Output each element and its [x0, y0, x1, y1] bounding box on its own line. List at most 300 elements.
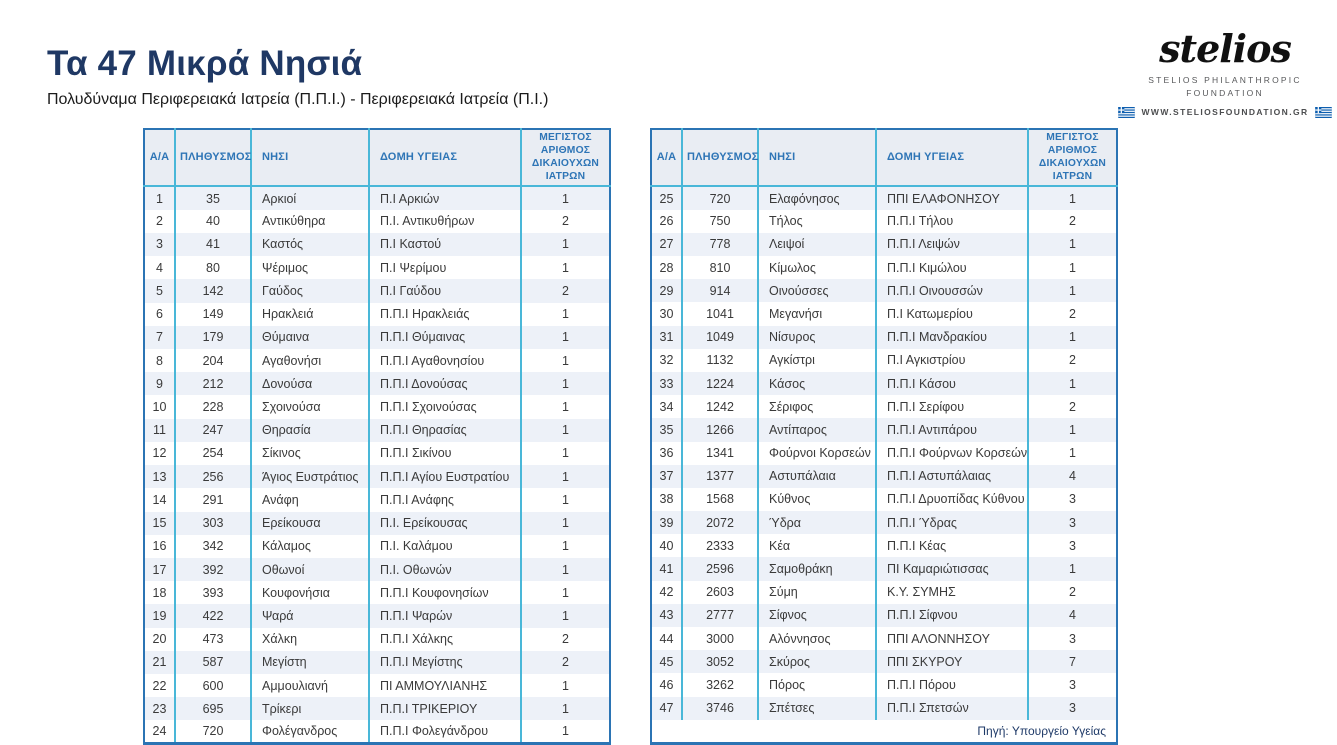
cell-aa: 33	[659, 376, 674, 391]
cell-aa: 43	[659, 608, 674, 623]
cell-population: 3000	[682, 627, 758, 650]
cell-max-doctors: 1	[1028, 557, 1117, 580]
cell-island: Χάλκη	[251, 628, 369, 651]
cell-aa: 25	[659, 191, 674, 206]
cell-population: 179	[175, 326, 251, 349]
cell-population: 254	[175, 442, 251, 465]
cell-aa: 9	[156, 376, 163, 391]
cell-aa: 12	[152, 446, 167, 461]
cell-island: Μεγίστη	[251, 651, 369, 674]
cell-max-doctors: 7	[1028, 650, 1117, 673]
header-cell-health-facility: ΔΟΜΗ ΥΓΕΙΑΣ	[876, 129, 1028, 186]
cell-population: 3746	[682, 697, 758, 720]
cell-health-facility: Π.Π.Ι Χάλκης	[369, 628, 521, 651]
cell-health-facility: Π.Ι Ψερίμου	[369, 256, 521, 279]
cell-population: 212	[175, 372, 251, 395]
cell-population: 1224	[682, 372, 758, 395]
cell-population: 695	[175, 697, 251, 720]
table-row	[651, 581, 1117, 604]
cell-aa: 3	[156, 237, 163, 252]
cell-aa: 4	[156, 260, 163, 275]
cell-max-doctors: 1	[1028, 418, 1117, 441]
table-row	[144, 279, 610, 302]
cell-population: 35	[175, 186, 251, 209]
table-row	[651, 511, 1117, 534]
cell-population: 2596	[682, 557, 758, 580]
table-row	[651, 534, 1117, 557]
cell-island: Κίμωλος	[758, 256, 876, 279]
cell-health-facility: Π.Π.Ι Σερίφου	[876, 395, 1028, 418]
cell-island: Τήλος	[758, 210, 876, 233]
cell-health-facility: Π.Ι. Καλάμου	[369, 535, 521, 558]
table-row	[144, 233, 610, 256]
table-row	[651, 326, 1117, 349]
cell-population: 256	[175, 465, 251, 488]
cell-island: Νίσυρος	[758, 326, 876, 349]
cell-population: 342	[175, 535, 251, 558]
greek-flag-icon	[1118, 107, 1135, 118]
cell-aa: 21	[152, 655, 167, 670]
cell-max-doctors: 1	[521, 372, 610, 395]
cell-max-doctors: 2	[1028, 349, 1117, 372]
cell-max-doctors: 2	[1028, 302, 1117, 325]
cell-aa: 34	[659, 399, 674, 414]
table-row	[144, 628, 610, 651]
cell-island: Ελαφόνησος	[758, 186, 876, 209]
cell-island: Φολέγανδρος	[251, 720, 369, 743]
cell-aa: 45	[659, 654, 674, 669]
cell-island: Ηρακλειά	[251, 303, 369, 326]
cell-health-facility: Π.Π.Ι Κέας	[876, 534, 1028, 557]
table-row	[144, 465, 610, 488]
header-cell-aa: Α/Α	[651, 129, 682, 186]
cell-population: 392	[175, 558, 251, 581]
table-row	[144, 372, 610, 395]
cell-aa: 27	[659, 237, 674, 252]
cell-health-facility: Π.Π.Ι Σικίνου	[369, 442, 521, 465]
cell-population: 720	[175, 720, 251, 743]
cell-aa: 14	[152, 492, 167, 507]
cell-max-doctors: 2	[521, 279, 610, 302]
cell-aa: 11	[153, 423, 166, 438]
cell-island: Σέριφος	[758, 395, 876, 418]
cell-health-facility: Π.Π.Ι Δρυοπίδας Κύθνου	[876, 488, 1028, 511]
cell-population: 1341	[682, 442, 758, 465]
cell-population: 1266	[682, 418, 758, 441]
cell-health-facility: ΠΙ Καμαριώτισσας	[876, 557, 1028, 580]
stelios-logo	[1125, 26, 1325, 118]
cell-aa: 47	[659, 701, 674, 716]
islands-table-right	[650, 128, 1118, 745]
cell-island: Ερείκουσα	[251, 512, 369, 535]
header-cell-island: ΝΗΣΙ	[251, 129, 369, 186]
cell-health-facility: Π.Π.Ι Θύμαινας	[369, 326, 521, 349]
table-row	[651, 465, 1117, 488]
cell-max-doctors: 3	[1028, 488, 1117, 511]
cell-population: 1377	[682, 465, 758, 488]
cell-health-facility: Π.Π.Ι Σπετσών	[876, 697, 1028, 720]
cell-population: 149	[175, 303, 251, 326]
cell-health-facility: Π.Π.Ι Ψαρών	[369, 604, 521, 627]
cell-max-doctors: 1	[521, 303, 610, 326]
cell-health-facility: Π.Ι Κατωμερίου	[876, 302, 1028, 325]
cell-max-doctors: 3	[1028, 673, 1117, 696]
cell-population: 393	[175, 581, 251, 604]
stelios-wordmark: stelios	[1159, 26, 1291, 71]
cell-island: Αντίπαρος	[758, 418, 876, 441]
cell-island: Κάλαμος	[251, 535, 369, 558]
cell-max-doctors: 3	[1028, 511, 1117, 534]
table-row	[144, 535, 610, 558]
cell-max-doctors: 1	[521, 697, 610, 720]
cell-health-facility: Κ.Υ. ΣΥΜΗΣ	[876, 581, 1028, 604]
header-cell-max-doctors: ΜΕΓΙΣΤΟΣ ΑΡΙΘΜΟΣ ΔΙΚΑΙΟΥΧΩΝ ΙΑΤΡΩΝ	[1028, 129, 1117, 186]
cell-island: Σύμη	[758, 581, 876, 604]
cell-aa: 16	[152, 539, 167, 554]
cell-health-facility: Π.Π.Ι Ηρακλειάς	[369, 303, 521, 326]
cell-aa: 29	[659, 283, 674, 298]
cell-population: 810	[682, 256, 758, 279]
source-row	[651, 720, 1117, 744]
cell-health-facility: Π.Π.Ι Μανδρακίου	[876, 326, 1028, 349]
cell-island: Αγαθονήσι	[251, 349, 369, 372]
cell-max-doctors: 1	[521, 558, 610, 581]
cell-population: 1041	[682, 302, 758, 325]
cell-health-facility: Π.Π.Ι Μεγίστης	[369, 651, 521, 674]
cell-max-doctors: 2	[1028, 395, 1117, 418]
cell-health-facility: Π.Π.Ι Αστυπάλαιας	[876, 465, 1028, 488]
cell-aa: 35	[659, 422, 674, 437]
cell-health-facility: Π.Π.Ι Λειψών	[876, 233, 1028, 256]
cell-aa: 15	[152, 516, 167, 531]
cell-max-doctors: 1	[1028, 256, 1117, 279]
cell-aa: 26	[659, 214, 674, 229]
cell-max-doctors: 1	[521, 604, 610, 627]
cell-health-facility: Π.Ι Αγκιστρίου	[876, 349, 1028, 372]
header-cell-max-doctors: ΜΕΓΙΣΤΟΣ ΑΡΙΘΜΟΣ ΔΙΚΑΙΟΥΧΩΝ ΙΑΤΡΩΝ	[521, 129, 610, 186]
cell-max-doctors: 3	[1028, 697, 1117, 720]
cell-island: Σπέτσες	[758, 697, 876, 720]
cell-population: 247	[175, 419, 251, 442]
cell-aa: 1	[156, 191, 163, 206]
table-row	[144, 419, 610, 442]
cell-population: 80	[175, 256, 251, 279]
cell-aa: 22	[152, 678, 167, 693]
cell-island: Αμμουλιανή	[251, 674, 369, 697]
cell-health-facility: Π.Π.Ι Φολεγάνδρου	[369, 720, 521, 743]
cell-population: 750	[682, 210, 758, 233]
cell-health-facility: Π.Π.Ι Αγαθονησίου	[369, 349, 521, 372]
cell-health-facility: Π.Π.Ι Δονούσας	[369, 372, 521, 395]
cell-aa: 31	[659, 330, 674, 345]
cell-max-doctors: 1	[521, 535, 610, 558]
table-row	[651, 627, 1117, 650]
cell-island: Αγκίστρι	[758, 349, 876, 372]
cell-max-doctors: 1	[1028, 233, 1117, 256]
table-row	[144, 558, 610, 581]
cell-max-doctors: 2	[521, 210, 610, 233]
cell-population: 2072	[682, 511, 758, 534]
table-row	[651, 186, 1117, 209]
table-row	[651, 395, 1117, 418]
cell-island: Αρκιοί	[251, 186, 369, 209]
cell-aa: 38	[659, 492, 674, 507]
logo-org-line2: FOUNDATION	[1186, 87, 1264, 98]
cell-aa: 37	[659, 469, 674, 484]
table-row	[651, 488, 1117, 511]
table-header-row	[144, 129, 610, 186]
table-row	[144, 395, 610, 418]
cell-island: Σίφνος	[758, 604, 876, 627]
cell-max-doctors: 1	[521, 442, 610, 465]
cell-population: 914	[682, 279, 758, 302]
logo-org-name	[1125, 74, 1325, 100]
cell-island: Κουφονήσια	[251, 581, 369, 604]
cell-island: Τρίκερι	[251, 697, 369, 720]
cell-population: 1049	[682, 326, 758, 349]
cell-max-doctors: 2	[521, 651, 610, 674]
logo-site-row	[1125, 107, 1325, 118]
logo-website: WWW.STELIOSFOUNDATION.GR	[1141, 107, 1309, 117]
cell-island: Ψαρά	[251, 604, 369, 627]
cell-health-facility: Π.Π.Ι Κιμώλου	[876, 256, 1028, 279]
table-row	[651, 442, 1117, 465]
cell-island: Ύδρα	[758, 511, 876, 534]
cell-max-doctors: 1	[1028, 186, 1117, 209]
cell-population: 291	[175, 488, 251, 511]
cell-island: Κύθνος	[758, 488, 876, 511]
cell-health-facility: ΠΙ ΑΜΜΟΥΛΙΑΝΗΣ	[369, 674, 521, 697]
cell-max-doctors: 1	[521, 186, 610, 209]
table-row	[144, 674, 610, 697]
table-row	[144, 581, 610, 604]
cell-island: Άγιος Ευστράτιος	[251, 465, 369, 488]
table-row	[651, 418, 1117, 441]
cell-island: Λειψοί	[758, 233, 876, 256]
cell-health-facility: Π.Π.Ι Αντιπάρου	[876, 418, 1028, 441]
cell-island: Γαύδος	[251, 279, 369, 302]
cell-max-doctors: 1	[521, 512, 610, 535]
cell-island: Σχοινούσα	[251, 395, 369, 418]
cell-island: Οθωνοί	[251, 558, 369, 581]
cell-population: 2777	[682, 604, 758, 627]
cell-health-facility: Π.Ι Αρκιών	[369, 186, 521, 209]
table-row	[144, 604, 610, 627]
cell-population: 3052	[682, 650, 758, 673]
cell-island: Σκύρος	[758, 650, 876, 673]
cell-population: 778	[682, 233, 758, 256]
cell-island: Ανάφη	[251, 488, 369, 511]
table-row	[651, 650, 1117, 673]
cell-population: 228	[175, 395, 251, 418]
cell-aa: 13	[152, 469, 167, 484]
table-row	[651, 604, 1117, 627]
cell-island: Κάσος	[758, 372, 876, 395]
cell-island: Αστυπάλαια	[758, 465, 876, 488]
cell-aa: 17	[152, 562, 167, 577]
cell-population: 41	[175, 233, 251, 256]
table-row	[651, 349, 1117, 372]
cell-aa: 32	[659, 353, 674, 368]
cell-health-facility: Π.Π.Ι Ανάφης	[369, 488, 521, 511]
cell-island: Πόρος	[758, 673, 876, 696]
table-row	[144, 256, 610, 279]
cell-max-doctors: 3	[1028, 534, 1117, 557]
cell-max-doctors: 4	[1028, 465, 1117, 488]
cell-population: 40	[175, 210, 251, 233]
table-header-row	[651, 129, 1117, 186]
table-row	[651, 697, 1117, 720]
cell-max-doctors: 1	[521, 720, 610, 743]
table-row	[651, 256, 1117, 279]
cell-health-facility: Π.Π.Ι Ύδρας	[876, 511, 1028, 534]
cell-health-facility: Π.Π.Ι Πόρου	[876, 673, 1028, 696]
cell-population: 422	[175, 604, 251, 627]
cell-aa: 20	[152, 632, 167, 647]
islands-table-left	[143, 128, 611, 745]
cell-island: Σαμοθράκη	[758, 557, 876, 580]
cell-population: 1242	[682, 395, 758, 418]
cell-max-doctors: 1	[521, 581, 610, 604]
table-row	[651, 557, 1117, 580]
cell-aa: 28	[659, 260, 674, 275]
cell-aa: 40	[659, 538, 674, 553]
table-row	[651, 372, 1117, 395]
cell-aa: 36	[659, 446, 674, 461]
cell-health-facility: ΠΠΙ ΣΚΥΡΟΥ	[876, 650, 1028, 673]
cell-island: Οινούσσες	[758, 279, 876, 302]
heading-block	[47, 44, 548, 109]
cell-aa: 18	[152, 585, 167, 600]
header-cell-population: ΠΛΗΘΥΣΜΟΣ	[175, 129, 251, 186]
cell-aa: 41	[659, 562, 674, 577]
cell-max-doctors: 4	[1028, 604, 1117, 627]
table-row	[144, 326, 610, 349]
cell-aa: 24	[152, 724, 167, 739]
cell-max-doctors: 1	[1028, 326, 1117, 349]
header-cell-island: ΝΗΣΙ	[758, 129, 876, 186]
cell-population: 600	[175, 674, 251, 697]
cell-island: Αλόννησος	[758, 627, 876, 650]
cell-aa: 5	[156, 283, 163, 298]
cell-max-doctors: 2	[1028, 210, 1117, 233]
cell-island: Αντικύθηρα	[251, 210, 369, 233]
cell-aa: 7	[156, 330, 163, 345]
cell-health-facility: Π.Π.Ι Κουφονησίων	[369, 581, 521, 604]
table-row	[651, 210, 1117, 233]
cell-max-doctors: 1	[1028, 372, 1117, 395]
cell-aa: 10	[152, 400, 167, 415]
table-row	[651, 673, 1117, 696]
cell-max-doctors: 1	[1028, 442, 1117, 465]
cell-health-facility: Π.Π.Ι Οινουσσών	[876, 279, 1028, 302]
cell-max-doctors: 3	[1028, 627, 1117, 650]
table-row	[144, 210, 610, 233]
cell-island: Δονούσα	[251, 372, 369, 395]
cell-max-doctors: 1	[521, 256, 610, 279]
table-row	[144, 512, 610, 535]
cell-island: Καστός	[251, 233, 369, 256]
table-row	[144, 303, 610, 326]
cell-population: 1132	[682, 349, 758, 372]
page-subtitle: Πολυδύναμα Περιφερειακά Ιατρεία (Π.Π.Ι.) - Περιφερειακά Ιατρεία (Π.Ι.)	[47, 91, 549, 108]
cell-aa: 2	[156, 214, 163, 229]
table-row	[144, 697, 610, 720]
cell-aa: 30	[659, 306, 674, 321]
cell-max-doctors: 1	[521, 419, 610, 442]
table-row	[144, 720, 610, 743]
tables-container	[143, 128, 1118, 745]
cell-island: Θηρασία	[251, 419, 369, 442]
cell-island: Θύμαινα	[251, 326, 369, 349]
cell-island: Ψέριμος	[251, 256, 369, 279]
cell-health-facility: Π.Ι. Ερείκουσας	[369, 512, 521, 535]
cell-population: 720	[682, 186, 758, 209]
cell-health-facility: Π.Π.Ι Σίφνου	[876, 604, 1028, 627]
cell-aa: 44	[659, 631, 674, 646]
source-note: Πηγή: Υπουργείο Υγείας	[651, 720, 1117, 744]
cell-health-facility: Π.Π.Ι Σχοινούσας	[369, 395, 521, 418]
cell-health-facility: Π.Ι. Οθωνών	[369, 558, 521, 581]
cell-health-facility: Π.Π.Ι Αγίου Ευστρατίου	[369, 465, 521, 488]
table-row	[651, 279, 1117, 302]
table-row	[144, 651, 610, 674]
cell-population: 2333	[682, 534, 758, 557]
cell-max-doctors: 1	[521, 233, 610, 256]
cell-aa: 46	[659, 677, 674, 692]
greek-flag-icon	[1315, 107, 1332, 118]
cell-population: 473	[175, 628, 251, 651]
cell-population: 142	[175, 279, 251, 302]
header-cell-aa: Α/Α	[144, 129, 175, 186]
cell-island: Σίκινος	[251, 442, 369, 465]
cell-max-doctors: 1	[521, 326, 610, 349]
cell-aa: 8	[156, 353, 163, 368]
cell-max-doctors: 1	[1028, 279, 1117, 302]
cell-health-facility: Π.Π.Ι ΤΡΙΚΕΡΙΟΥ	[369, 697, 521, 720]
cell-population: 3262	[682, 673, 758, 696]
header-cell-health-facility: ΔΟΜΗ ΥΓΕΙΑΣ	[369, 129, 521, 186]
cell-health-facility: Π.Π.Ι Κάσου	[876, 372, 1028, 395]
table-row	[144, 488, 610, 511]
cell-health-facility: Π.Π.Ι Φούρνων Κορσεών	[876, 442, 1028, 465]
cell-health-facility: ΠΠΙ ΕΛΑΦΟΝΗΣΟΥ	[876, 186, 1028, 209]
cell-max-doctors: 1	[521, 465, 610, 488]
cell-aa: 19	[152, 608, 167, 623]
cell-max-doctors: 1	[521, 395, 610, 418]
cell-aa: 39	[659, 515, 674, 530]
cell-island: Φούρνοι Κορσεών	[758, 442, 876, 465]
cell-aa: 23	[152, 701, 167, 716]
cell-island: Κέα	[758, 534, 876, 557]
cell-health-facility: Π.Ι Γαύδου	[369, 279, 521, 302]
table-row	[144, 186, 610, 209]
logo-org-line1: STELIOS PHILANTHROPIC	[1148, 75, 1302, 85]
cell-population: 587	[175, 651, 251, 674]
cell-health-facility: Π.Ι. Αντικυθήρων	[369, 210, 521, 233]
cell-aa: 42	[659, 585, 674, 600]
cell-max-doctors: 1	[521, 488, 610, 511]
table-row	[144, 442, 610, 465]
cell-health-facility: Π.Π.Ι Τήλου	[876, 210, 1028, 233]
cell-population: 1568	[682, 488, 758, 511]
page-title: Τα 47 Μικρά Νησιά	[47, 44, 363, 83]
cell-population: 303	[175, 512, 251, 535]
cell-max-doctors: 1	[521, 674, 610, 697]
table-row	[651, 233, 1117, 256]
table-row	[651, 302, 1117, 325]
header-cell-population: ΠΛΗΘΥΣΜΟΣ	[682, 129, 758, 186]
